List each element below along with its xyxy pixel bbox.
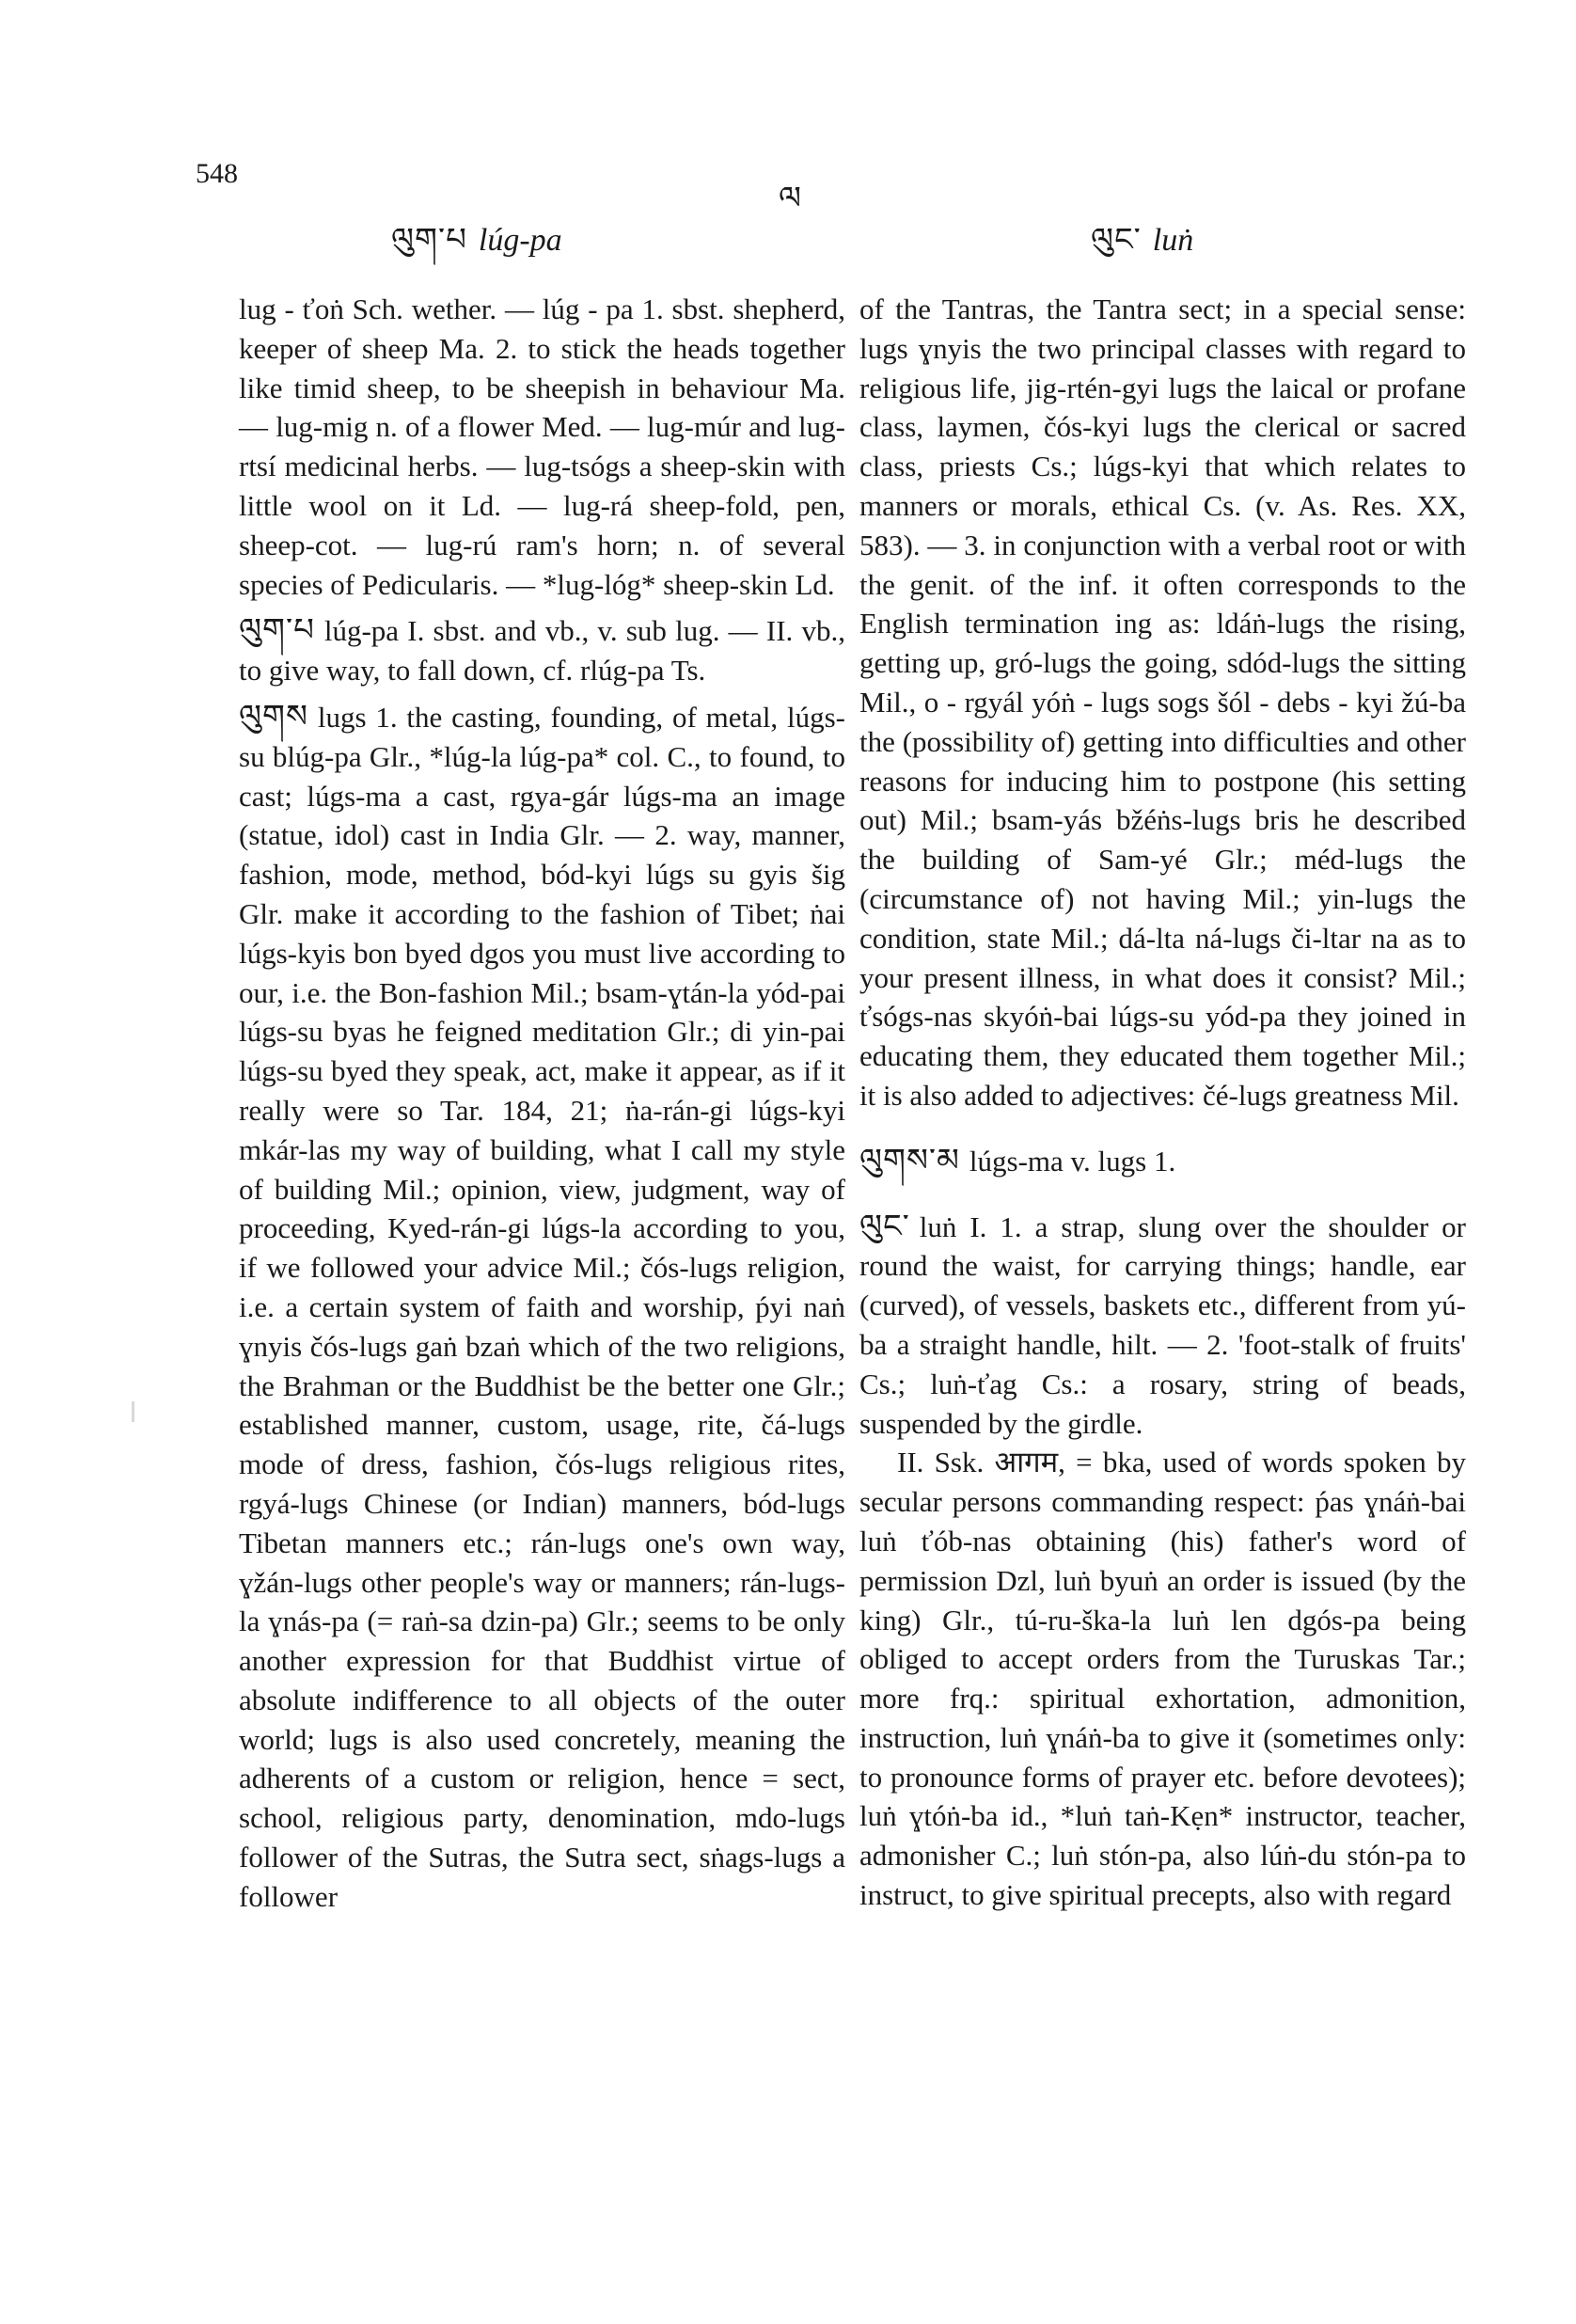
page-number: 548 xyxy=(196,158,238,189)
running-head-left-translit: lúg-pa xyxy=(478,223,562,258)
entry-lugs-ma xyxy=(859,1142,1466,1181)
entry-lung-sense-2: II. Ssk. आगम, = bka, used of words spoken by secular persons commanding respect: ṕas ɣnáṅ-bai luṅ ťób-nas obtaining (his) father's word of permission Dzl, luṅ byuṅ an order is issued (by the king) Glr., tú-ru-ška-la luṅ len dgós-pa being obliged to accept orders from the Turuskas Tar.; more frq.: spiritual exhortation, admonition, instruction, luṅ ɣnáṅ-ba to give it (sometimes only: to pronounce forms of prayer etc. before devotees); luṅ ɣtóṅ-ba id., *luṅ taṅ-Kẹn* instructor, teacher, admonisher C.; luṅ stón-pa, also lúṅ-du stón-pa to instruct, to give spiritual precepts, also with regard xyxy=(859,1446,1466,1912)
right-column xyxy=(859,290,1466,1915)
running-head-right-translit: luṅ xyxy=(1152,223,1194,258)
entry-lug-pa xyxy=(239,611,845,690)
entry-lugs-continued: of the Tantras, the Tantra sect; in a special sense: lugs ɣnyis the two principal classes with regard to religious life, jig-rtén-gyi lugs the laical or profane class, laymen, čós-kyi lugs the clerical or sacred class, priests Cs.; lúgs-kyi that which relates to manners or morals, ethical Cs. (v. As. Res. XX, 583). — 3. in conjunction with a verbal root or with the genit. of the inf. it often corresponds to the English termination ing as: ldáṅ-lugs the rising, getting up, gró-lugs the going, sdód-lugs the sitting Mil., o - rgyál yóṅ - lugs sogs šól - debs - kyi žú-ba the (possibility of) getting into difficulties and other reasons for inducing him to postpone (his setting out) Mil.; bsam-yás bžéṅs-lugs bris he described the building of Sam-yé Glr.; méd-lugs the (circumstance of) not having Mil.; yin-lugs the condition, state Mil.; dá-lta ná-lugs či-ltar na as to your present illness, in what does it consist? Mil.; ťsógs-nas skyóṅ-bai lúgs-su yód-pa they joined in educating them, they educated them together Mil.; it is also added to adjectives: čé-lugs greatness Mil. xyxy=(859,292,1466,1112)
center-letter: ལ xyxy=(779,180,803,217)
entry-text: lugs 1. the casting, founding, of metal, lúgs-su blúg-pa Glr., *lúg-la lúg-pa* col. C., to found, to cast; lúgs-ma a cast, rgya-gár lúgs-ma an image (statue, idol) cast in India Glr. — 2. way, manner, fashion, mode, method, bód-kyi lúgs su gyis šig Glr. make it according to the fashion of Tibet; ṅai lúgs-kyis bon byed dgos you must live according to our, i.e. the Bon-fashion Mil.; bsam-ɣtán-la yód-pai lúgs-su byas he feigned meditation Glr.; di yin-pai lúgs-su byed they speak, act, make it appear, as if it really were so Tar. 184, 21; ṅa-rán-gi lúgs-kyi mkár-las my way of building, what I call my style of building Mil.; opinion, view, judgment, way of proceeding, Kyed-rán-gi lúgs-la according to you, if we followed your advice Mil.; čós-lugs religion, i.e. a certain system of faith and worship, ṕyi naṅ ɣnyis čós-lugs gaṅ bzaṅ which of the two religions, the Brahman or the Buddhist be the better one Glr.; established manner, custom, usage, rite, čá-lugs mode of dress, fashion, čós-lugs religious rites, rgyá-lugs Chinese (or Indian) manners, bód-lugs Tibetan manners etc.; rán-lugs one's own way, ɣžán-lugs other people's way or manners; rán-lugs-la ɣnás-pa (= raṅ-sa dzin-pa) Glr.; seems to be only another expression for that Buddhist virtue of absolute indifference to all objects of the outer world; lugs is also used concretely, meaning the adherents of a custom or religion, hence = sect, school, religious party, denomination, mdo-lugs follower of the Sutras, the Sutra sect, sṅags-lugs a follower xyxy=(239,700,845,1913)
entry-lung xyxy=(859,1208,1466,1444)
running-head-right xyxy=(1091,203,1193,293)
entry-text: lúgs-ma v. lugs 1. xyxy=(969,1144,1176,1178)
headword-tibetan: ལུགས xyxy=(239,697,308,735)
entry-lugs xyxy=(239,698,845,1917)
running-head-left-tibetan: ལུག་པ xyxy=(391,221,467,259)
left-column xyxy=(239,290,845,1917)
running-head-right-tibetan: ལུང་ xyxy=(1091,221,1142,259)
scan-mark xyxy=(132,1401,134,1422)
entry-lug-continued: lug - ťoṅ Sch. wether. — lúg - pa 1. sbst. shepherd, keeper of sheep Ma. 2. to stick the heads together like timid sheep, to be sheepish in behaviour Ma. — lug-mig n. of a flower Med. — lug-múr and lug-rtsí medicinal herbs. — lug-tsógs a sheep-skin with little wool on it Ld. — lug-rá sheep-fold, pen, sheep-cot. — lug-rú ram's horn; n. of several species of Pedicularis. — *lug-lóg* sheep-skin Ld. xyxy=(239,292,845,601)
headword-tibetan: ལུགས་མ xyxy=(859,1141,960,1179)
headword-tibetan: ལུག་པ xyxy=(239,611,315,650)
entry-text: lúg-pa I. sbst. and vb., v. sub lug. — II. vb., to give way, to fall down, cf. rlúg-pa Ts. xyxy=(239,614,845,688)
headword-tibetan: ལུང་ xyxy=(859,1207,910,1245)
entry-text: luṅ I. 1. a strap, slung over the shoulder or round the waist, for carrying things; handle, ear (curved), of vessels, baskets etc., different from yú-ba a straight handle, hilt. — 2. 'foot-stalk of fruits' Cs.; luṅ-ťag Cs.: a rosary, string of beads, suspended by the girdle. xyxy=(859,1209,1466,1440)
running-head-left xyxy=(391,203,562,293)
